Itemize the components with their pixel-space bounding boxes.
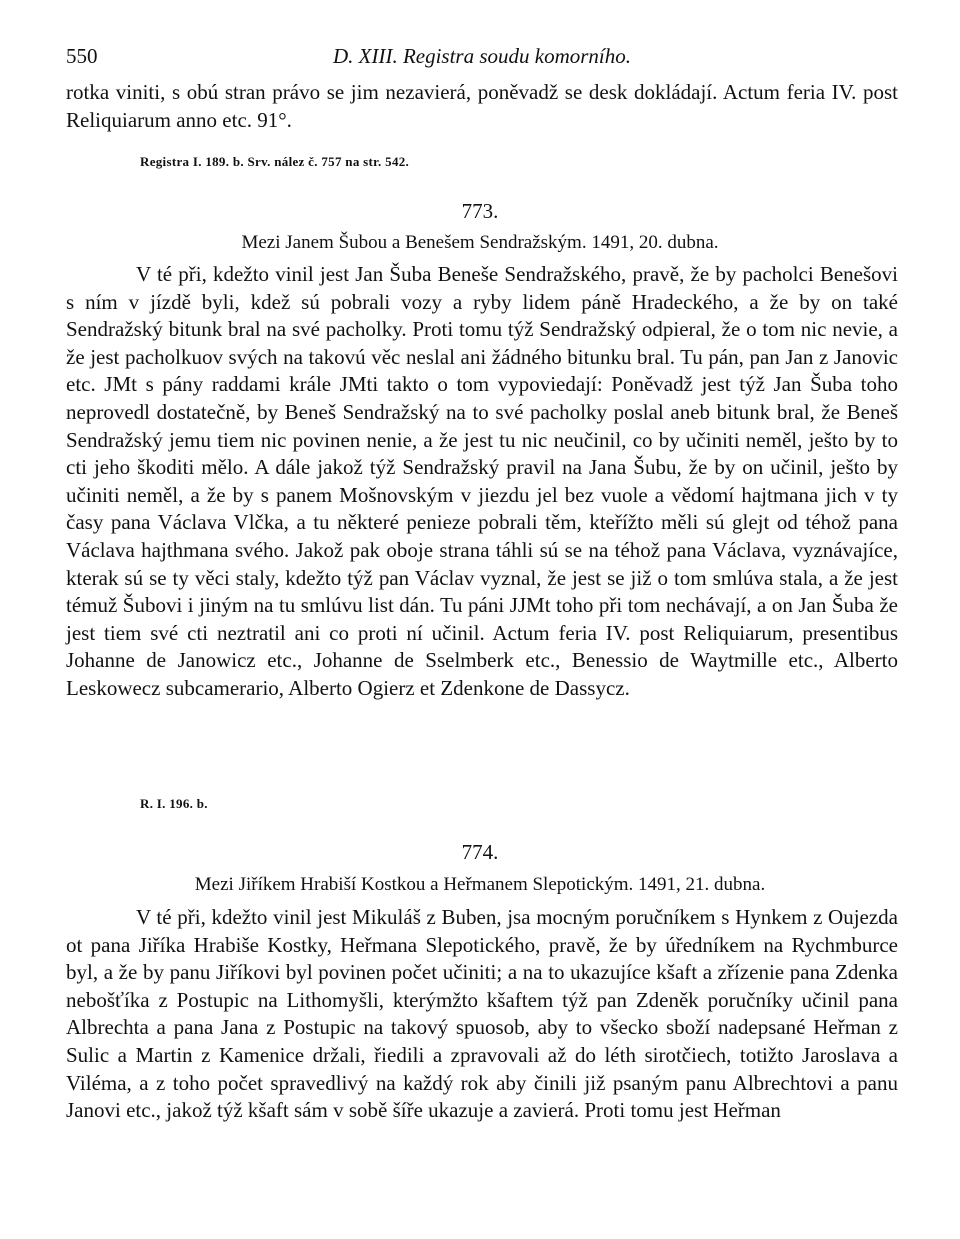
intro-reference: Registra I. 189. b. Srv. nález č. 757 na str. 542. [140,154,410,169]
running-title: D. XIII. Registra soudu komorního. [332,44,632,68]
entry-774-heading: Mezi Jiříkem Hrabiší Kostkou a Heřmanem Slepotickým. 1491, 21. dubna. [194,874,766,895]
page-header [66,44,898,74]
entry-774-number: 774. [461,840,499,864]
entry-773-paragraph: V té při, kdežto vinil jest Jan Šuba Beneše Sendražského, pravě, že by pacholci Benešovi s ním v jízdě byli, kdež sú pobrali vozy a ryby lidem páně Hradeckého, a že by on také Sendražský bitunk bral na své pacholky. Proti tomu týž Sendražský odpieral, že o tom nic nevie, a že jest pacholkuov svých na takovú věc neslal ani žádného bitunku bral. Tu pán, pan Jan z Janovic etc. JMt s pány raddami krále JMti takto o tom vypoviedají: Poněvadž jest týž Jan Šuba toho neprovedl dostatečně, by Beneš Sendražský na to své pacholky poslal aneb bitunk bral, že Beneš Sendražský jemu tiem nic povinen nenie, a že jest tu nic neučinil, co by učiniti neměl, ješto by to cti jeho škoditi mělo. A dále jakož týž Sendražský pravil na Jana Šubu, že by on učinil, ješto by učiniti neměl, a že by s panem Mošnovským v jiezdu jel bez vuole a vědomí hajtmana jich v ty časy pana Václava Vlčka, a tu některé penieze pobrali těm, kteřížto měli sú glejt od téhož pana Václava hajthmana svého. Jakož pak oboje strana táhli sú se na téhož pana Václava, vyznávajíce, kterak sú se ty věci staly, kdežto týž pan Václav vyznal, že jest se již o tom smlúva stala, a že jest témuž Šubovi i jiným na tu smlúvu list dán. Tu páni JJMt toho při tom nechávají, a on Jan Šuba že jest tiem své cti neztratil ani co proti ní učinil. Actum feria IV. post Reliquiarum, presentibus Johanne de Janowicz etc., Johanne de Sselmberk etc., Benessio de Waytmille etc., Alberto Leskowecz subcamerario, Alberto Ogierz et Zdenkone de Dassycz. [66,262,898,700]
entry-773-number: 773. [461,199,499,223]
intro-paragraph: rotka viniti, s obú stran právo se jim nezavierá, poněvadž se desk dokládají. Actum feria IV. post Reliquiarum anno etc. 91°. [66,80,898,132]
entry-773-heading: Mezi Janem Šubou a Benešem Sendražským. 1491, 20. dubna. [241,232,719,253]
entry-773-reference: R. I. 196. b. [140,796,208,811]
page-number: 550 [66,44,98,68]
entry-774-paragraph: V té při, kdežto vinil jest Mikuláš z Buben, jsa mocným poručníkem s Hynkem z Oujezda ot pana Jiříka Hrabiše Kostky, Heřmana Slepotického, pravě, že by úředníkem na Rychmburce byl, a že by panu Jiříkovi byl povinen počet učiniti; a na to ukazujíce kšaft a zřízenie pana Zdenka nebošťíka z Postupic na Lithomyšli, kterýmžto kšaftem týž pan Zdeněk poručníky učinil pana Albrechta a pana Jana z Postupic na takový spuosob, aby to všecko sboží nadepsané Heřman z Sulic a Martin z Kamenice držali, řiedili a zpravovali až do léth sirotčiech, totižto Jaroslava a Viléma, a z toho počet spravedlivý na každý rok aby činili již psaným panu Albrechtovi a panu Janovi etc., jakož týž kšaft sám v sobě šíře ukazuje a zavierá. Proti tomu jest Heřman [66,905,898,1123]
